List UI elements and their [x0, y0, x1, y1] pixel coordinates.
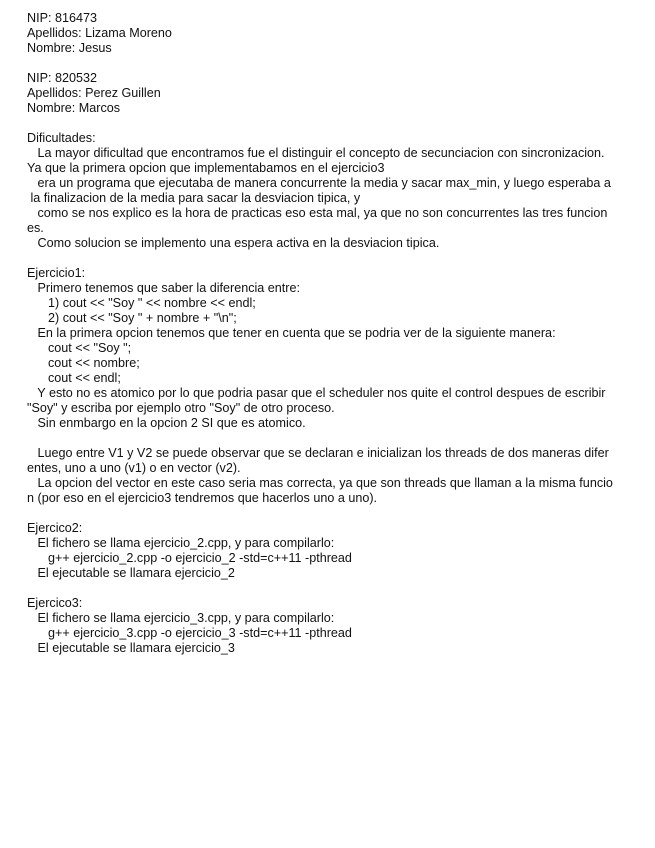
document-page [0, 11, 655, 656]
blank-line [0, 431, 655, 446]
dificultades-line: es. [27, 221, 44, 235]
ejercicio2-heading: Ejercico2: [27, 521, 83, 535]
blank-line [0, 56, 655, 71]
ejercicio3-line: El fichero se llama ejercicio_3.cpp, y para compilarlo: [27, 611, 335, 625]
blank-line [0, 116, 655, 131]
author1-nip: NIP: 816473 [27, 11, 98, 25]
blank-line [0, 251, 655, 266]
dificultades-line: Como solucion se implemento una espera activa en la desviacion tipica. [27, 236, 440, 250]
ejercicio1-line: 2) cout << "Soy " + nombre + "\n"; [27, 311, 237, 325]
ejercicio1-line: Luego entre V1 y V2 se puede observar que se declaran e inicializan los threads de dos maneras difer [27, 446, 609, 460]
ejercicio1-line: Sin enmbargo en la opcion 2 SI que es atomico. [27, 416, 306, 430]
dificultades-line: era un programa que ejecutaba de manera concurrente la media y sacar max_min, y luego esperaba a [27, 176, 611, 190]
ejercicio1-line: cout << nombre; [27, 356, 140, 370]
ejercicio2-line: El ejecutable se llamara ejercicio_2 [27, 566, 235, 580]
author1-nombre: Nombre: Jesus [27, 41, 112, 55]
dificultades-line: como se nos explico es la hora de practicas eso esta mal, ya que no son concurrentes las tres funcion [27, 206, 608, 220]
ejercicio2-line: El fichero se llama ejercicio_2.cpp, y para compilarlo: [27, 536, 335, 550]
ejercicio3-heading: Ejercico3: [27, 596, 83, 610]
ejercicio1-line: cout << "Soy "; [27, 341, 132, 355]
ejercicio1-line: entes, uno a uno (v1) o en vector (v2). [27, 461, 241, 475]
ejercicio2-line: g++ ejercicio_2.cpp -o ejercicio_2 -std=c++11 -pthread [27, 551, 352, 565]
ejercicio1-line: 1) cout << "Soy " << nombre << endl; [27, 296, 256, 310]
author2-nombre: Nombre: Marcos [27, 101, 121, 115]
dificultades-line: la finalizacion de la media para sacar la desviacion tipica, y [27, 191, 361, 205]
dificultades-line: Ya que la primera opcion que implementabamos en el ejercicio3 [27, 161, 385, 175]
ejercicio1-line: En la primera opcion tenemos que tener en cuenta que se podria ver de la siguiente manera: [27, 326, 556, 340]
author2-apellidos: Apellidos: Perez Guillen [27, 86, 161, 100]
ejercicio1-line: Y esto no es atomico por lo que podria pasar que el scheduler nos quite el control despues de escribir [27, 386, 606, 400]
ejercicio1-line: Primero tenemos que saber la diferencia entre: [27, 281, 301, 295]
blank-line [0, 581, 655, 596]
author2-nip: NIP: 820532 [27, 71, 98, 85]
dificultades-line: La mayor dificultad que encontramos fue el distinguir el concepto de secunciacion con sincronizacion. [27, 146, 605, 160]
ejercicio1-line: cout << endl; [27, 371, 121, 385]
ejercicio1-heading: Ejercicio1: [27, 266, 86, 280]
ejercicio1-line: La opcion del vector en este caso seria mas correcta, ya que son threads que llaman a la misma funcio [27, 476, 613, 490]
ejercicio1-line: "Soy" y escriba por ejemplo otro "Soy" de otro proceso. [27, 401, 335, 415]
ejercicio3-line: g++ ejercicio_3.cpp -o ejercicio_3 -std=c++11 -pthread [27, 626, 352, 640]
ejercicio3-line: El ejecutable se llamara ejercicio_3 [27, 641, 235, 655]
author1-apellidos: Apellidos: Lizama Moreno [27, 26, 172, 40]
dificultades-heading: Dificultades: [27, 131, 96, 145]
blank-line [0, 506, 655, 521]
ejercicio1-line: n (por eso en el ejercicio3 tendremos que hacerlos uno a uno). [27, 491, 378, 505]
